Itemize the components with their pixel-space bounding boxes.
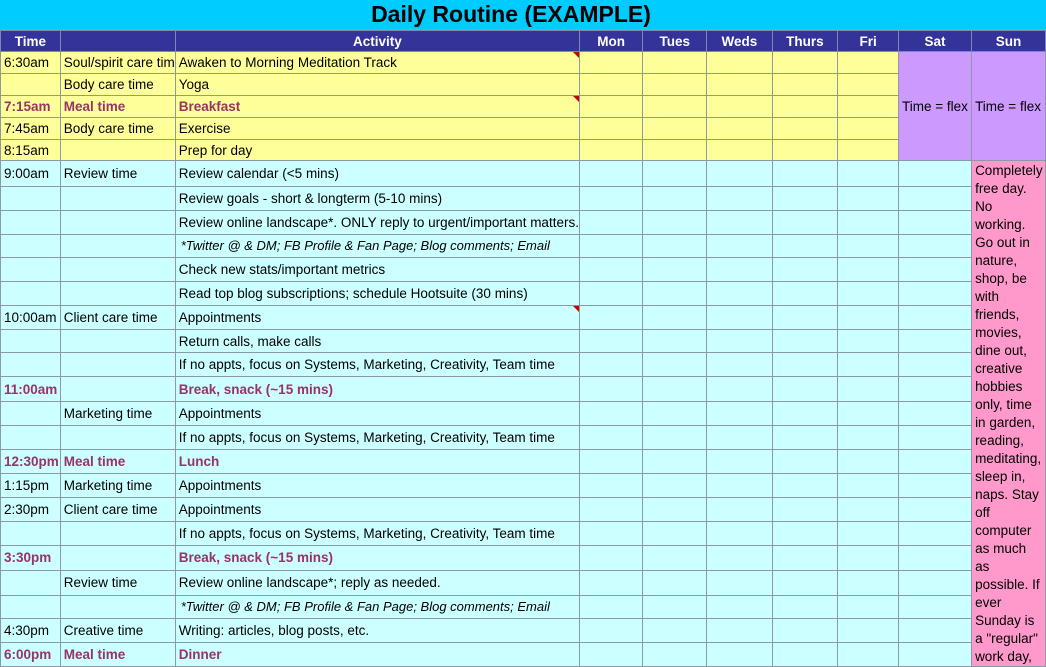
activity-cell[interactable]: Yoga	[175, 74, 579, 96]
fri-cell[interactable]	[838, 498, 899, 522]
weds-cell[interactable]	[707, 619, 772, 643]
thurs-cell[interactable]	[772, 402, 838, 426]
thurs-cell[interactable]	[772, 545, 838, 570]
activity-cell[interactable]: Review online landscape*; reply as needed.	[175, 570, 579, 595]
time-cell[interactable]: 6:30am	[1, 52, 61, 74]
tues-cell[interactable]	[643, 474, 707, 498]
weds-cell[interactable]	[707, 377, 772, 402]
weds-cell[interactable]	[707, 282, 772, 306]
activity-cell[interactable]: Break, snack (~15 mins)	[175, 545, 579, 570]
weds-cell[interactable]	[707, 74, 772, 96]
weds-cell[interactable]	[707, 449, 772, 474]
fri-cell[interactable]	[838, 449, 899, 474]
tues-cell[interactable]	[643, 619, 707, 643]
category-cell[interactable]: Body care time	[60, 74, 175, 96]
sat-flex-cell[interactable]: Time = flex	[899, 52, 972, 161]
tues-cell[interactable]	[643, 118, 707, 140]
fri-cell[interactable]	[838, 305, 899, 329]
header-row	[1, 31, 1046, 52]
activity-cell[interactable]: Break, snack (~15 mins)	[175, 377, 579, 402]
table-row	[1, 234, 1046, 258]
time-cell[interactable]: 12:30pm	[1, 449, 61, 474]
time-cell[interactable]: 11:00am	[1, 377, 61, 402]
fri-cell[interactable]	[838, 210, 899, 234]
tues-cell[interactable]	[643, 498, 707, 522]
weds-cell[interactable]	[707, 161, 772, 187]
category-cell[interactable]: Review time	[60, 570, 175, 595]
tues-cell[interactable]	[643, 643, 707, 667]
fri-cell[interactable]	[838, 353, 899, 377]
category-cell[interactable]	[60, 140, 175, 161]
thurs-cell[interactable]	[772, 377, 838, 402]
category-cell[interactable]: Meal time	[60, 96, 175, 118]
sat-cell[interactable]	[899, 522, 972, 546]
table-row	[1, 186, 1046, 210]
table-row	[1, 210, 1046, 234]
activity-cell[interactable]: Read top blog subscriptions; schedule Hootsuite (30 mins)	[175, 282, 579, 306]
sat-cell[interactable]	[899, 282, 972, 306]
time-cell[interactable]	[1, 210, 61, 234]
thurs-cell[interactable]	[772, 186, 838, 210]
thurs-cell[interactable]	[772, 353, 838, 377]
category-cell[interactable]: Meal time	[60, 643, 175, 667]
mon-cell[interactable]	[579, 234, 642, 258]
activity-cell[interactable]: Dinner	[175, 643, 579, 667]
weds-cell[interactable]	[707, 186, 772, 210]
table-row	[1, 282, 1046, 306]
weds-cell[interactable]	[707, 258, 772, 282]
activity-cell[interactable]: If no appts, focus on Systems, Marketing, Creativity, Team time	[175, 425, 579, 449]
mon-cell[interactable]	[579, 258, 642, 282]
fri-cell[interactable]	[838, 522, 899, 546]
sat-cell[interactable]	[899, 305, 972, 329]
activity-cell[interactable]: Appointments	[175, 305, 579, 329]
thurs-cell[interactable]	[772, 210, 838, 234]
tues-cell[interactable]	[643, 402, 707, 426]
weds-cell[interactable]	[707, 643, 772, 667]
table-row	[1, 118, 1046, 140]
fri-cell[interactable]	[838, 234, 899, 258]
sat-cell[interactable]	[899, 258, 972, 282]
weds-cell[interactable]	[707, 140, 772, 161]
mon-cell[interactable]	[579, 595, 642, 619]
mon-cell[interactable]	[579, 402, 642, 426]
header-mon[interactable]: Mon	[579, 31, 642, 52]
table-row	[1, 522, 1046, 546]
sat-cell[interactable]	[899, 449, 972, 474]
fri-cell[interactable]	[838, 595, 899, 619]
tues-cell[interactable]	[643, 161, 707, 187]
table-row	[1, 96, 1046, 118]
category-cell[interactable]: Client care time	[60, 498, 175, 522]
table-row	[1, 305, 1046, 329]
table-row	[1, 449, 1046, 474]
category-cell[interactable]	[60, 545, 175, 570]
tues-cell[interactable]	[643, 377, 707, 402]
weds-cell[interactable]	[707, 329, 772, 353]
header-activity[interactable]: Activity	[175, 31, 579, 52]
thurs-cell[interactable]	[772, 52, 838, 74]
weds-cell[interactable]	[707, 570, 772, 595]
table-row	[1, 498, 1046, 522]
weds-cell[interactable]	[707, 545, 772, 570]
tues-cell[interactable]	[643, 258, 707, 282]
time-cell[interactable]	[1, 282, 61, 306]
table-row	[1, 474, 1046, 498]
weds-cell[interactable]	[707, 118, 772, 140]
time-cell[interactable]	[1, 353, 61, 377]
category-cell[interactable]	[60, 595, 175, 619]
weds-cell[interactable]	[707, 52, 772, 74]
sat-cell[interactable]	[899, 353, 972, 377]
time-cell[interactable]: 1:15pm	[1, 474, 61, 498]
sun-flex-cell[interactable]: Time = flex	[972, 52, 1046, 161]
sat-cell[interactable]	[899, 210, 972, 234]
mon-cell[interactable]	[579, 329, 642, 353]
activity-cell[interactable]: Prep for day	[175, 140, 579, 161]
activity-cell[interactable]: Lunch	[175, 449, 579, 474]
activity-cell[interactable]: Appointments	[175, 402, 579, 426]
tues-cell[interactable]	[643, 545, 707, 570]
sat-cell[interactable]	[899, 234, 972, 258]
time-cell[interactable]	[1, 234, 61, 258]
thurs-cell[interactable]	[772, 425, 838, 449]
fri-cell[interactable]	[838, 377, 899, 402]
fri-cell[interactable]	[838, 96, 899, 118]
mon-cell[interactable]	[579, 282, 642, 306]
thurs-cell[interactable]	[772, 118, 838, 140]
category-cell[interactable]: Soul/spirit care tim	[60, 52, 175, 74]
header-fri[interactable]: Fri	[838, 31, 899, 52]
sat-cell[interactable]	[899, 161, 972, 187]
category-cell[interactable]: Creative time	[60, 619, 175, 643]
table-row	[1, 140, 1046, 161]
fri-cell[interactable]	[838, 118, 899, 140]
time-cell[interactable]: 2:30pm	[1, 498, 61, 522]
category-cell[interactable]	[60, 425, 175, 449]
header-weds[interactable]: Weds	[707, 31, 772, 52]
sheet-title[interactable]	[0, 0, 1046, 30]
time-cell[interactable]	[1, 258, 61, 282]
weds-cell[interactable]	[707, 96, 772, 118]
activity-cell[interactable]: Review online landscape*. ONLY reply to urgent/important matters.	[175, 210, 579, 234]
table-row	[1, 643, 1046, 667]
category-cell[interactable]	[60, 234, 175, 258]
weds-cell[interactable]	[707, 425, 772, 449]
table-row	[1, 377, 1046, 402]
thurs-cell[interactable]	[772, 282, 838, 306]
table-row	[1, 402, 1046, 426]
tues-cell[interactable]	[643, 282, 707, 306]
routine-table	[0, 30, 1046, 667]
mon-cell[interactable]	[579, 545, 642, 570]
mon-cell[interactable]	[579, 96, 642, 118]
thurs-cell[interactable]	[772, 474, 838, 498]
weds-cell[interactable]	[707, 234, 772, 258]
mon-cell[interactable]	[579, 118, 642, 140]
mon-cell[interactable]	[579, 305, 642, 329]
mon-cell[interactable]	[579, 449, 642, 474]
activity-cell[interactable]: Appointments	[175, 498, 579, 522]
category-cell[interactable]	[60, 258, 175, 282]
table-row	[1, 161, 1046, 187]
mon-cell[interactable]	[579, 498, 642, 522]
tues-cell[interactable]	[643, 140, 707, 161]
time-cell[interactable]: 8:15am	[1, 140, 61, 161]
thurs-cell[interactable]	[772, 96, 838, 118]
time-cell[interactable]	[1, 186, 61, 210]
category-cell[interactable]	[60, 377, 175, 402]
activity-cell[interactable]: Exercise	[175, 118, 579, 140]
sat-cell[interactable]	[899, 595, 972, 619]
tues-cell[interactable]	[643, 305, 707, 329]
thurs-cell[interactable]	[772, 161, 838, 187]
time-cell[interactable]: 7:45am	[1, 118, 61, 140]
table-row	[1, 570, 1046, 595]
category-cell[interactable]: Review time	[60, 161, 175, 187]
header-time[interactable]: Time	[1, 31, 61, 52]
header-sun[interactable]: Sun	[972, 31, 1046, 52]
weds-cell[interactable]	[707, 498, 772, 522]
thurs-cell[interactable]	[772, 234, 838, 258]
fri-cell[interactable]	[838, 643, 899, 667]
sheet-title-text: Daily Routine (EXAMPLE)	[371, 1, 651, 27]
thurs-cell[interactable]	[772, 643, 838, 667]
activity-cell[interactable]: Breakfast	[175, 96, 579, 118]
mon-cell[interactable]	[579, 210, 642, 234]
category-cell[interactable]	[60, 210, 175, 234]
thurs-cell[interactable]	[772, 305, 838, 329]
fri-cell[interactable]	[838, 161, 899, 187]
mon-cell[interactable]	[579, 474, 642, 498]
mon-cell[interactable]	[579, 570, 642, 595]
sat-cell[interactable]	[899, 619, 972, 643]
thurs-cell[interactable]	[772, 74, 838, 96]
tues-cell[interactable]	[643, 329, 707, 353]
mon-cell[interactable]	[579, 425, 642, 449]
tues-cell[interactable]	[643, 449, 707, 474]
thurs-cell[interactable]	[772, 140, 838, 161]
thurs-cell[interactable]	[772, 449, 838, 474]
time-cell[interactable]	[1, 329, 61, 353]
fri-cell[interactable]	[838, 282, 899, 306]
weds-cell[interactable]	[707, 305, 772, 329]
tues-cell[interactable]	[643, 210, 707, 234]
tues-cell[interactable]	[643, 522, 707, 546]
category-cell[interactable]	[60, 282, 175, 306]
activity-cell[interactable]: Writing: articles, blog posts, etc.	[175, 619, 579, 643]
fri-cell[interactable]	[838, 474, 899, 498]
fri-cell[interactable]	[838, 619, 899, 643]
activity-cell[interactable]: Review goals - short & longterm (5-10 mins)	[175, 186, 579, 210]
sat-cell[interactable]	[899, 186, 972, 210]
thurs-cell[interactable]	[772, 498, 838, 522]
category-cell[interactable]: Marketing time	[60, 474, 175, 498]
mon-cell[interactable]	[579, 522, 642, 546]
weds-cell[interactable]	[707, 353, 772, 377]
fri-cell[interactable]	[838, 545, 899, 570]
time-cell[interactable]	[1, 74, 61, 96]
fri-cell[interactable]	[838, 570, 899, 595]
sat-cell[interactable]	[899, 377, 972, 402]
tues-cell[interactable]	[643, 595, 707, 619]
table-row	[1, 52, 1046, 74]
time-cell[interactable]	[1, 570, 61, 595]
header-category[interactable]	[60, 31, 175, 52]
tues-cell[interactable]	[643, 74, 707, 96]
category-cell[interactable]: Marketing time	[60, 402, 175, 426]
tues-cell[interactable]	[643, 353, 707, 377]
table-row	[1, 258, 1046, 282]
mon-cell[interactable]	[579, 619, 642, 643]
mon-cell[interactable]	[579, 140, 642, 161]
table-row	[1, 353, 1046, 377]
sat-cell[interactable]	[899, 474, 972, 498]
category-cell[interactable]	[60, 186, 175, 210]
category-cell[interactable]: Body care time	[60, 118, 175, 140]
time-cell[interactable]: 6:00pm	[1, 643, 61, 667]
table-row	[1, 425, 1046, 449]
sat-cell[interactable]	[899, 570, 972, 595]
fri-cell[interactable]	[838, 52, 899, 74]
activity-cell[interactable]: *Twitter @ & DM; FB Profile & Fan Page; Blog comments; Email	[175, 595, 579, 619]
weds-cell[interactable]	[707, 474, 772, 498]
sat-cell[interactable]	[899, 425, 972, 449]
fri-cell[interactable]	[838, 258, 899, 282]
mon-cell[interactable]	[579, 643, 642, 667]
mon-cell[interactable]	[579, 52, 642, 74]
tues-cell[interactable]	[643, 234, 707, 258]
activity-cell[interactable]: If no appts, focus on Systems, Marketing, Creativity, Team time	[175, 522, 579, 546]
time-cell[interactable]	[1, 522, 61, 546]
mon-cell[interactable]	[579, 161, 642, 187]
thurs-cell[interactable]	[772, 595, 838, 619]
fri-cell[interactable]	[838, 329, 899, 353]
activity-cell[interactable]: Return calls, make calls	[175, 329, 579, 353]
weds-cell[interactable]	[707, 522, 772, 546]
thurs-cell[interactable]	[772, 619, 838, 643]
mon-cell[interactable]	[579, 186, 642, 210]
sat-cell[interactable]	[899, 498, 972, 522]
weds-cell[interactable]	[707, 402, 772, 426]
sunday-note-cell[interactable]: Completely free day. No working. Go out in nature, shop, be with friends, movies, dine out, creative hobbies only, time in garden, reading, meditating, sleep in, naps. Stay off computer as much as possible. If ever Sunday is a "regular" work day,	[972, 161, 1046, 667]
category-cell[interactable]	[60, 522, 175, 546]
time-cell[interactable]	[1, 595, 61, 619]
thurs-cell[interactable]	[772, 329, 838, 353]
tues-cell[interactable]	[643, 425, 707, 449]
sat-cell[interactable]	[899, 643, 972, 667]
time-cell[interactable]: 7:15am	[1, 96, 61, 118]
time-cell[interactable]	[1, 425, 61, 449]
thurs-cell[interactable]	[772, 522, 838, 546]
header-thurs[interactable]: Thurs	[772, 31, 838, 52]
mon-cell[interactable]	[579, 353, 642, 377]
tues-cell[interactable]	[643, 186, 707, 210]
activity-cell[interactable]: *Twitter @ & DM; FB Profile & Fan Page; Blog comments; Email	[175, 234, 579, 258]
activity-cell[interactable]: Review calendar (<5 mins)	[175, 161, 579, 187]
table-row	[1, 619, 1046, 643]
table-row	[1, 74, 1046, 96]
table-row	[1, 329, 1046, 353]
header-tues[interactable]: Tues	[643, 31, 707, 52]
weds-cell[interactable]	[707, 210, 772, 234]
time-cell[interactable]: 9:00am	[1, 161, 61, 187]
category-cell[interactable]: Client care time	[60, 305, 175, 329]
fri-cell[interactable]	[838, 402, 899, 426]
thurs-cell[interactable]	[772, 570, 838, 595]
activity-cell[interactable]: Check new stats/important metrics	[175, 258, 579, 282]
weds-cell[interactable]	[707, 595, 772, 619]
time-cell[interactable]	[1, 402, 61, 426]
mon-cell[interactable]	[579, 74, 642, 96]
time-cell[interactable]: 3:30pm	[1, 545, 61, 570]
fri-cell[interactable]	[838, 74, 899, 96]
category-cell[interactable]	[60, 353, 175, 377]
activity-cell[interactable]: If no appts, focus on Systems, Marketing, Creativity, Team time	[175, 353, 579, 377]
header-sat[interactable]: Sat	[899, 31, 972, 52]
table-row	[1, 595, 1046, 619]
time-cell[interactable]: 4:30pm	[1, 619, 61, 643]
category-cell[interactable]	[60, 329, 175, 353]
fri-cell[interactable]	[838, 425, 899, 449]
tues-cell[interactable]	[643, 96, 707, 118]
time-cell[interactable]: 10:00am	[1, 305, 61, 329]
table-row	[1, 545, 1046, 570]
activity-cell[interactable]: Awaken to Morning Meditation Track	[175, 52, 579, 74]
category-cell[interactable]: Meal time	[60, 449, 175, 474]
fri-cell[interactable]	[838, 186, 899, 210]
tues-cell[interactable]	[643, 570, 707, 595]
mon-cell[interactable]	[579, 377, 642, 402]
sat-cell[interactable]	[899, 545, 972, 570]
tues-cell[interactable]	[643, 52, 707, 74]
thurs-cell[interactable]	[772, 258, 838, 282]
sat-cell[interactable]	[899, 402, 972, 426]
activity-cell[interactable]: Appointments	[175, 474, 579, 498]
sat-cell[interactable]	[899, 329, 972, 353]
fri-cell[interactable]	[838, 140, 899, 161]
